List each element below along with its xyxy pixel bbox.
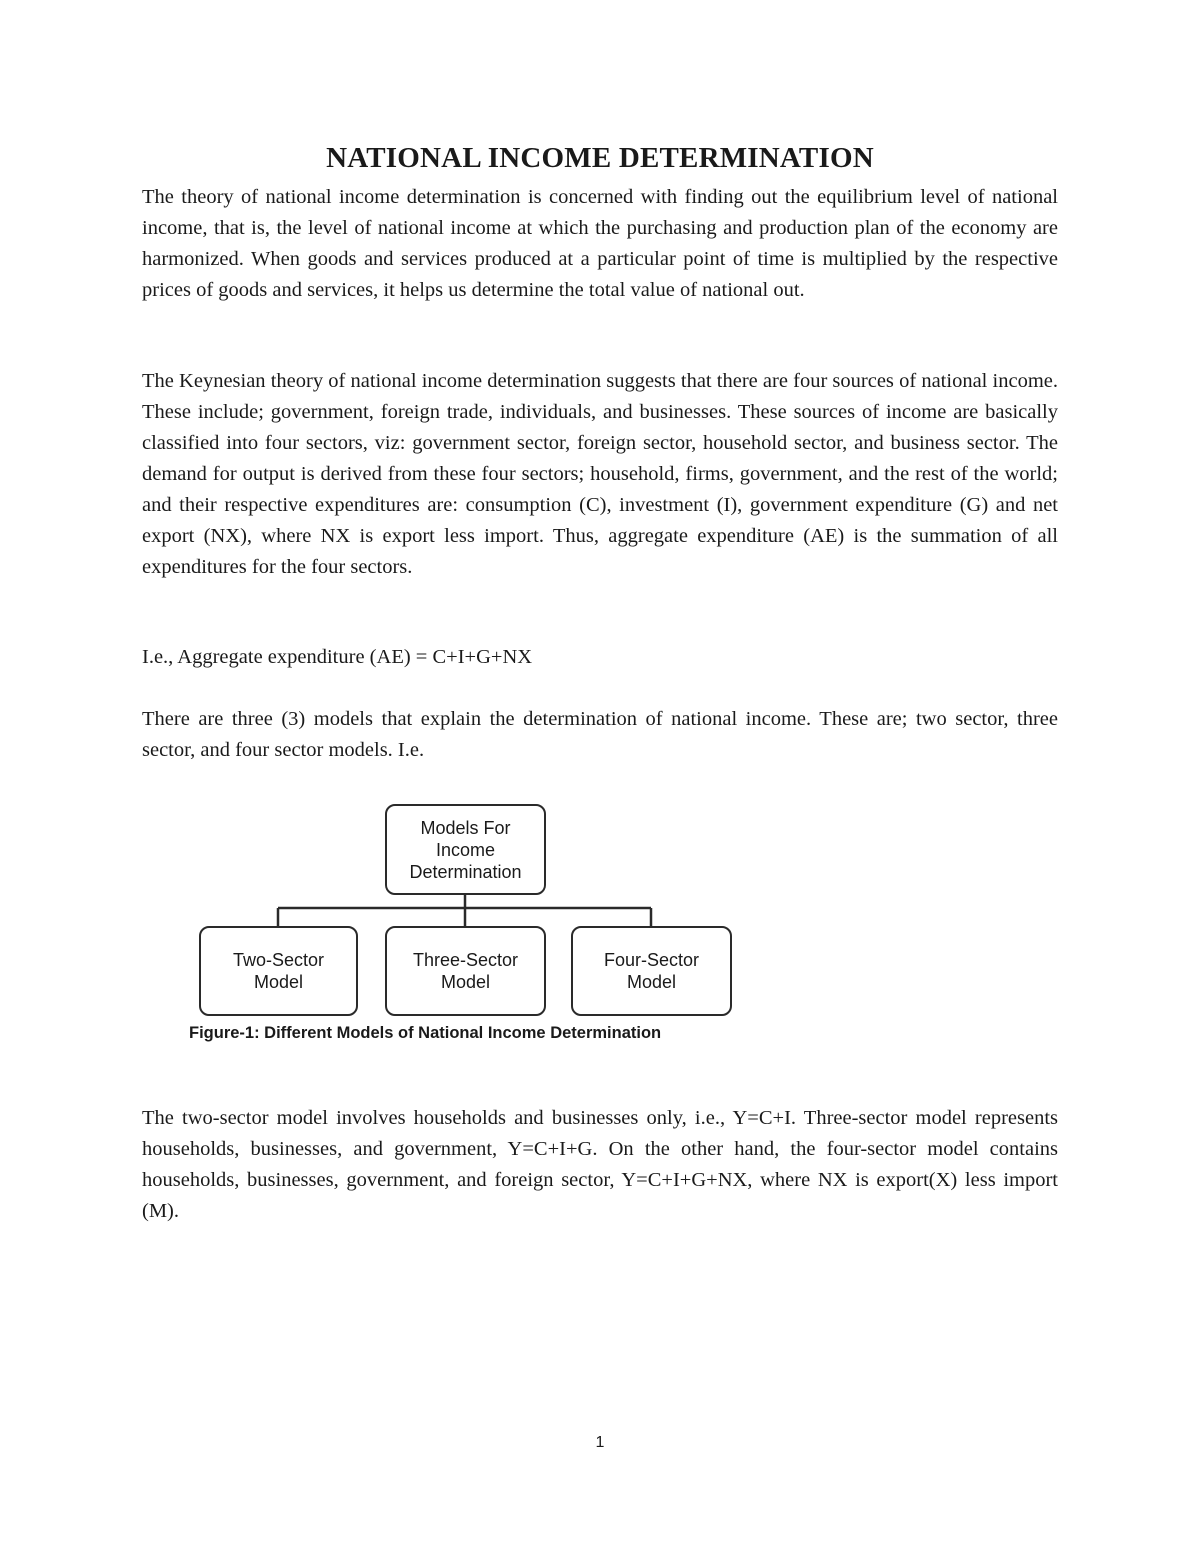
paragraph-sector-models: The two-sector model involves households and businesses only, i.e., Y=C+I. Three-sector model represents households, businesses, and government, Y=C+I+G. On the other hand, the four-sector model contains households, businesses, government, and foreign sector, Y=C+I+G+NX, where NX is export(X) less import (M). [142, 1107, 1058, 1222]
diagram-node-three-sector: Three-Sector Model [385, 926, 546, 1016]
paragraph-aggregate-expenditure-formula: I.e., Aggregate expenditure (AE) = C+I+G+NX [142, 646, 533, 668]
diagram-node-two-sector: Two-Sector Model [199, 926, 358, 1016]
paragraph-keynesian-theory: The Keynesian theory of national income determination suggests that there are four sources of national income. These include; government, foreign trade, individuals, and businesses. These sources of income are basically classified into four sectors, viz: government sector, foreign sector, household sector, and business sector. The demand for output is derived from these four sectors; household, firms, government, and the rest of the world; and their respective expenditures are: consumption (C), investment (I), government expenditure (G) and net export (NX), where NX is export less import. Thus, aggregate expenditure (AE) is the summation of all expenditures for the four sectors. [142, 370, 1058, 578]
figure-caption: Figure-1: Different Models of National Income Determination [189, 1024, 662, 1042]
document-title: NATIONAL INCOME DETERMINATION [326, 142, 874, 174]
page-number: 1 [595, 1434, 605, 1451]
diagram-node-four-sector: Four-Sector Model [571, 926, 732, 1016]
models-diagram [186, 800, 746, 1050]
paragraph-three-models: There are three (3) models that explain the determination of national income. These are; two sector, three sector, and four sector models. I.e. [142, 708, 1058, 761]
paragraph-intro: The theory of national income determination is concerned with finding out the equilibrium level of national income, that is, the level of national income at which the purchasing and production plan of the economy are harmonized. When goods and services produced at a particular point of time is multiplied by the respective prices of goods and services, it helps us determine the total value of national out. [142, 186, 1058, 301]
diagram-root-node: Models For Income Determination [385, 804, 546, 895]
